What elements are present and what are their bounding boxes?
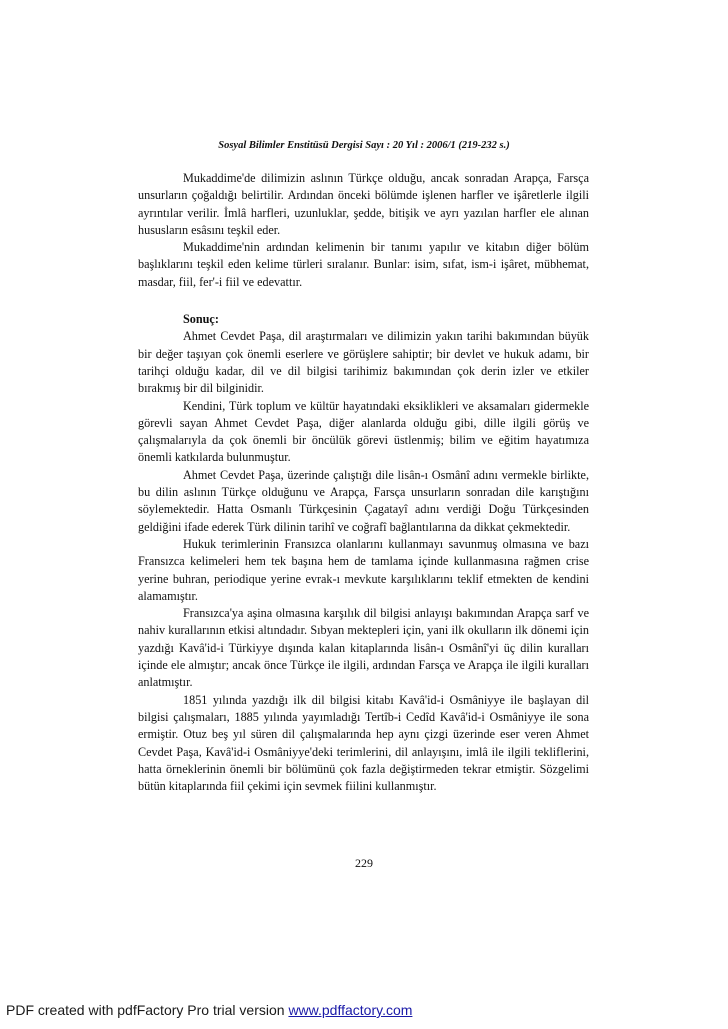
paragraph: Mukaddime'nin ardından kelimenin bir tanımı yapılır ve kitabın diğer bölüm başlıklarını teşkil eden kelime türleri sıralanır. Bunlar: isim, sıfat, ism-i işâret, mübhemat, masdar, fiil, fer'-i fiil ve edevattır. (138, 240, 589, 289)
paragraph: Ahmet Cevdet Paşa, üzerinde çalıştığı dile lisân-ı Osmânî adını vermekle birlikte, bu dilin aslının Türkçe olduğunu ve Arapça, Farsça unsurların sonradan dile karıştığını söylemektedir. Hatta Osmanlı Türkçesinin Çagatayî adını verdiği Doğu Türkçesinden geldiğini ifade ederek Türk dilinin tarihî ve coğrafî bağlantılarına da dikkat çekmektedir. (138, 467, 589, 534)
body-text (138, 170, 589, 795)
footer-text: PDF created with pdfFactory Pro trial version (6, 1002, 289, 1018)
footer-link[interactable]: www.pdffactory.com (288, 1002, 413, 1018)
paragraph: Mukaddime'de dilimizin aslının Türkçe olduğu, ancak sonradan Arapça, Farsça unsurların çoğaldığı belirtilir. Ardından önceki bölümde işlenen harfler ve işâretlerle ilgili ayrıntılar verilir. İmlâ harfleri, uzunluklar, şedde, bitişik ve ayrı yazılan harfler ele alınan hususların esâsını teşkil eder. (138, 171, 589, 237)
section-heading: Sonuç: (183, 312, 219, 327)
paragraph: Hukuk terimlerinin Fransızca olanlarını kullanmayı savunmuş olmasına ve bazı Fransızca kelimeleri hem tek başına hem de tamlama içinde kullanmasına rağmen crise yerine buhran, periodique yerine evrak-ı mevkute karşılıklarını teklif etmekten de kendini alamamıştır. (138, 536, 589, 603)
paragraph: Kendini, Türk toplum ve kültür hayatındaki eksiklikleri ve aksamaları gidermekle görevli sayan Ahmet Cevdet Paşa, diğer alanlarda olduğu gibi, dille ilgili görüş ve çalışmalarıyla da çok önemli bir öncülük görevi üstlenmiş; bilim ve eğitim hayatımıza önemli katkılarda bulunmuştur. (138, 398, 589, 465)
paragraph: Fransızca'ya aşina olmasına karşılık dil bilgisi anlayışı bakımından Arapça sarf ve nahiv kurallarının etkisi altındadır. Sıbyan mektepleri için, yani ilk okulların ilk dönemi için yazdığı Kavâ'id-i Türkiyye dışında kalan kitaplarında lisân-ı Osmânî'yi üç dilin kuralları içinde ele almıştır; ancak önce Türkçe ile ilgili, ardından Farsça ve Arapça ile ilgili kuralları anlatmıştır. (138, 606, 589, 690)
pdf-footer (6, 1001, 412, 1019)
running-header: Sosyal Bilimler Enstitüsü Dergisi Sayı : 20 Yıl : 2006/1 (219-232 s.) (218, 140, 510, 151)
page-number: 229 (355, 856, 373, 870)
paragraph: Ahmet Cevdet Paşa, dil araştırmaları ve dilimizin yakın tarihi bakımından büyük bir değer taşıyan çok önemli eserlere ve görüşlere sahiptir; bir devlet ve hukuk adamı, bir tarihçi olduğu kadar, dil ve dil bilgisi tarihimiz bakımından çok derin izler ve etkiler bırakmış bir dil bilginidir. (138, 329, 589, 396)
paragraph: 1851 yılında yazdığı ilk dil bilgisi kitabı Kavâ'id-i Osmâniyye ile başlayan dil bilgisi çalışmaları, 1885 yılında yayımladığı Tertîb-i Cedîd Kavâ'id-i Osmâniyye ile sona ermiştir. Otuz beş yıl süren dil çalışmalarında hep aynı çizgi üzerinde eser veren Ahmet Cevdet Paşa, Kavâ'id-i Osmâniyye'deki terimlerini, dil anlayışını, imlâ ile ilgili tekliflerini, hatta örneklerinin önemli bir bölümünü çok fazla değiştirmeden tekrar etmiştir. Sözgelimi bütün kitaplarında fiil çekimi için sevmek fiilini kullanmıştır. (138, 692, 589, 794)
